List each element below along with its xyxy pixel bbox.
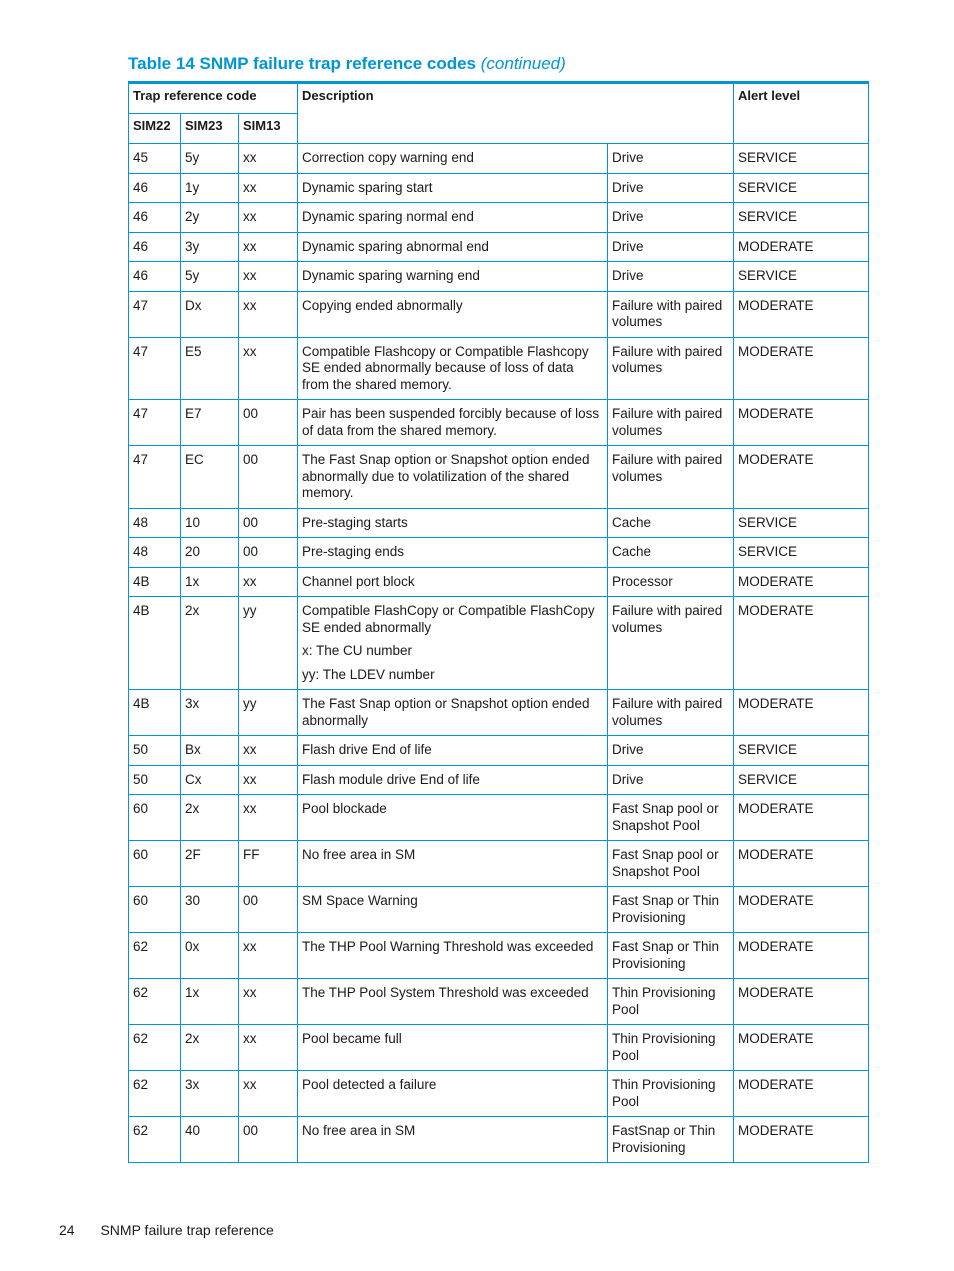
table-row <box>129 567 869 597</box>
header-description: Description <box>298 83 734 144</box>
table-caption-title: Table 14 SNMP failure trap reference codes <box>128 54 477 73</box>
table-row <box>129 795 869 841</box>
cell-sim13: xx <box>239 765 298 795</box>
cell-category: Fast Snap or Thin Provisioning <box>608 887 734 933</box>
cell-alert-level: MODERATE <box>734 841 869 887</box>
cell-sim22: 4B <box>129 597 181 690</box>
cell-alert-level: MODERATE <box>734 1117 869 1163</box>
table-row <box>129 887 869 933</box>
cell-category: Failure with paired volumes <box>608 690 734 736</box>
cell-sim23: 2x <box>181 795 239 841</box>
cell-sim23: 2x <box>181 1025 239 1071</box>
cell-category: Drive <box>608 765 734 795</box>
cell-sim22: 62 <box>129 1025 181 1071</box>
cell-sim22: 62 <box>129 1117 181 1163</box>
cell-sim23: 1x <box>181 979 239 1025</box>
cell-sim22: 48 <box>129 508 181 538</box>
cell-description: Pool blockade <box>298 795 608 841</box>
cell-sim23: E5 <box>181 337 239 400</box>
cell-sim13: xx <box>239 203 298 233</box>
cell-alert-level: SERVICE <box>734 144 869 174</box>
cell-sim13: FF <box>239 841 298 887</box>
cell-sim23: Bx <box>181 736 239 766</box>
cell-sim23: 20 <box>181 538 239 568</box>
cell-sim13: 00 <box>239 446 298 509</box>
cell-sim23: 5y <box>181 144 239 174</box>
cell-description: Pre-staging ends <box>298 538 608 568</box>
cell-sim22: 60 <box>129 795 181 841</box>
header-trap-reference-code: Trap reference code <box>129 83 298 114</box>
cell-description: Pre-staging starts <box>298 508 608 538</box>
cell-sim22: 47 <box>129 291 181 337</box>
table-row <box>129 508 869 538</box>
description-note: x: The CU number <box>302 643 413 658</box>
cell-sim23: E7 <box>181 400 239 446</box>
header-sim23: SIM23 <box>181 114 239 144</box>
cell-sim23: Dx <box>181 291 239 337</box>
cell-sim13: 00 <box>239 508 298 538</box>
cell-sim22: 60 <box>129 887 181 933</box>
table-row <box>129 446 869 509</box>
cell-sim22: 62 <box>129 1071 181 1117</box>
footer-section-title: SNMP failure trap reference <box>100 1222 274 1238</box>
cell-alert-level: MODERATE <box>734 232 869 262</box>
cell-sim23: 2x <box>181 597 239 690</box>
cell-description: Channel port block <box>298 567 608 597</box>
table-row <box>129 690 869 736</box>
table-row <box>129 203 869 233</box>
cell-sim13: yy <box>239 690 298 736</box>
cell-description: Compatible Flashcopy or Compatible Flashcopy SE ended abnormally because of loss of data from the shared memory. <box>298 337 608 400</box>
cell-alert-level: MODERATE <box>734 446 869 509</box>
cell-sim13: xx <box>239 933 298 979</box>
cell-category: Failure with paired volumes <box>608 446 734 509</box>
cell-category: Fast Snap or Thin Provisioning <box>608 933 734 979</box>
cell-sim13: xx <box>239 736 298 766</box>
cell-description: No free area in SM <box>298 1117 608 1163</box>
cell-alert-level: SERVICE <box>734 538 869 568</box>
cell-sim13: xx <box>239 262 298 292</box>
cell-sim22: 48 <box>129 538 181 568</box>
cell-category: Drive <box>608 262 734 292</box>
cell-description: Dynamic sparing normal end <box>298 203 608 233</box>
table-row <box>129 400 869 446</box>
cell-sim22: 46 <box>129 173 181 203</box>
cell-description <box>298 597 608 690</box>
cell-description: Dynamic sparing warning end <box>298 262 608 292</box>
cell-alert-level: SERVICE <box>734 736 869 766</box>
table-row <box>129 1071 869 1117</box>
cell-alert-level: MODERATE <box>734 887 869 933</box>
table-row <box>129 736 869 766</box>
cell-sim22: 60 <box>129 841 181 887</box>
cell-sim22: 47 <box>129 446 181 509</box>
cell-sim22: 46 <box>129 262 181 292</box>
cell-category: Thin Provisioning Pool <box>608 979 734 1025</box>
cell-sim23: 3x <box>181 1071 239 1117</box>
cell-description: Flash drive End of life <box>298 736 608 766</box>
cell-category: Failure with paired volumes <box>608 400 734 446</box>
cell-sim22: 62 <box>129 933 181 979</box>
cell-alert-level: SERVICE <box>734 173 869 203</box>
cell-description: No free area in SM <box>298 841 608 887</box>
cell-category: Thin Provisioning Pool <box>608 1025 734 1071</box>
cell-category: Drive <box>608 232 734 262</box>
cell-category: Thin Provisioning Pool <box>608 1071 734 1117</box>
cell-sim13: xx <box>239 979 298 1025</box>
cell-sim23: 3y <box>181 232 239 262</box>
cell-sim23: 1y <box>181 173 239 203</box>
cell-category: Cache <box>608 538 734 568</box>
page-number: 24 <box>59 1222 75 1238</box>
cell-description: Pair has been suspended forcibly because of loss of data from the shared memory. <box>298 400 608 446</box>
cell-category: Drive <box>608 736 734 766</box>
cell-sim23: 2y <box>181 203 239 233</box>
cell-sim13: xx <box>239 795 298 841</box>
cell-sim22: 62 <box>129 979 181 1025</box>
cell-category: Fast Snap pool or Snapshot Pool <box>608 795 734 841</box>
header-row-top <box>129 83 869 114</box>
cell-sim23: 5y <box>181 262 239 292</box>
cell-sim23: EC <box>181 446 239 509</box>
cell-alert-level: MODERATE <box>734 337 869 400</box>
header-alert-level: Alert level <box>734 83 869 144</box>
cell-alert-level: MODERATE <box>734 795 869 841</box>
cell-alert-level: MODERATE <box>734 979 869 1025</box>
cell-description: The THP Pool Warning Threshold was exceeded <box>298 933 608 979</box>
cell-category: Fast Snap pool or Snapshot Pool <box>608 841 734 887</box>
table-row <box>129 841 869 887</box>
cell-alert-level: SERVICE <box>734 203 869 233</box>
cell-sim13: xx <box>239 1071 298 1117</box>
table-row <box>129 765 869 795</box>
cell-category: Failure with paired volumes <box>608 337 734 400</box>
page-footer <box>59 1222 274 1238</box>
description-note: yy: The LDEV number <box>302 666 435 682</box>
cell-alert-level: MODERATE <box>734 597 869 690</box>
cell-category: Failure with paired volumes <box>608 291 734 337</box>
cell-alert-level: MODERATE <box>734 291 869 337</box>
cell-description: Pool became full <box>298 1025 608 1071</box>
cell-category: Cache <box>608 508 734 538</box>
cell-sim13: xx <box>239 173 298 203</box>
cell-description: Copying ended abnormally <box>298 291 608 337</box>
description-text: Compatible FlashCopy or Compatible FlashCopy SE ended abnormally <box>302 603 595 635</box>
cell-sim13: 00 <box>239 400 298 446</box>
table-row <box>129 262 869 292</box>
table-row <box>129 291 869 337</box>
cell-sim13: xx <box>239 1025 298 1071</box>
cell-alert-level: SERVICE <box>734 508 869 538</box>
cell-alert-level: MODERATE <box>734 1071 869 1117</box>
cell-description: Dynamic sparing abnormal end <box>298 232 608 262</box>
cell-description: Flash module drive End of life <box>298 765 608 795</box>
cell-description: The Fast Snap option or Snapshot option ended abnormally <box>298 690 608 736</box>
cell-sim23: 40 <box>181 1117 239 1163</box>
table-row <box>129 232 869 262</box>
cell-alert-level: MODERATE <box>734 933 869 979</box>
cell-sim22: 47 <box>129 337 181 400</box>
cell-alert-level: SERVICE <box>734 765 869 795</box>
header-sim22: SIM22 <box>129 114 181 144</box>
cell-alert-level: MODERATE <box>734 690 869 736</box>
cell-sim22: 45 <box>129 144 181 174</box>
cell-sim13: xx <box>239 291 298 337</box>
table-body <box>129 144 869 1163</box>
table-row <box>129 1025 869 1071</box>
cell-sim13: xx <box>239 232 298 262</box>
cell-description: Pool detected a failure <box>298 1071 608 1117</box>
header-sim13: SIM13 <box>239 114 298 144</box>
cell-description: The Fast Snap option or Snapshot option ended abnormally due to volatilization of the shared memory. <box>298 446 608 509</box>
cell-sim13: xx <box>239 567 298 597</box>
table-row <box>129 337 869 400</box>
table-caption-continued: (continued) <box>480 54 566 73</box>
cell-sim22: 47 <box>129 400 181 446</box>
cell-alert-level: MODERATE <box>734 1025 869 1071</box>
cell-category: FastSnap or Thin Provisioning <box>608 1117 734 1163</box>
cell-sim22: 50 <box>129 736 181 766</box>
table-row <box>129 597 869 690</box>
table-caption <box>128 54 566 74</box>
table-row <box>129 538 869 568</box>
table-row <box>129 979 869 1025</box>
cell-sim13: xx <box>239 144 298 174</box>
cell-sim22: 50 <box>129 765 181 795</box>
cell-sim22: 46 <box>129 232 181 262</box>
cell-sim13: 00 <box>239 1117 298 1163</box>
table-row <box>129 1117 869 1163</box>
table-row <box>129 933 869 979</box>
cell-sim23: 0x <box>181 933 239 979</box>
cell-sim13: yy <box>239 597 298 690</box>
cell-description: SM Space Warning <box>298 887 608 933</box>
cell-sim23: 30 <box>181 887 239 933</box>
cell-category: Drive <box>608 173 734 203</box>
cell-sim23: 1x <box>181 567 239 597</box>
cell-sim13: 00 <box>239 887 298 933</box>
cell-sim22: 4B <box>129 567 181 597</box>
cell-sim13: 00 <box>239 538 298 568</box>
cell-category: Processor <box>608 567 734 597</box>
cell-alert-level: SERVICE <box>734 262 869 292</box>
cell-sim22: 4B <box>129 690 181 736</box>
cell-description: The THP Pool System Threshold was exceeded <box>298 979 608 1025</box>
cell-category: Failure with paired volumes <box>608 597 734 690</box>
cell-category: Drive <box>608 203 734 233</box>
cell-sim23: 2F <box>181 841 239 887</box>
table-row <box>129 144 869 174</box>
table-row <box>129 173 869 203</box>
cell-sim22: 46 <box>129 203 181 233</box>
cell-alert-level: MODERATE <box>734 567 869 597</box>
cell-sim23: Cx <box>181 765 239 795</box>
cell-sim13: xx <box>239 337 298 400</box>
cell-category: Drive <box>608 144 734 174</box>
cell-description: Correction copy warning end <box>298 144 608 174</box>
snmp-trap-table <box>128 81 869 1163</box>
cell-sim23: 10 <box>181 508 239 538</box>
cell-alert-level: MODERATE <box>734 400 869 446</box>
cell-sim23: 3x <box>181 690 239 736</box>
cell-description: Dynamic sparing start <box>298 173 608 203</box>
